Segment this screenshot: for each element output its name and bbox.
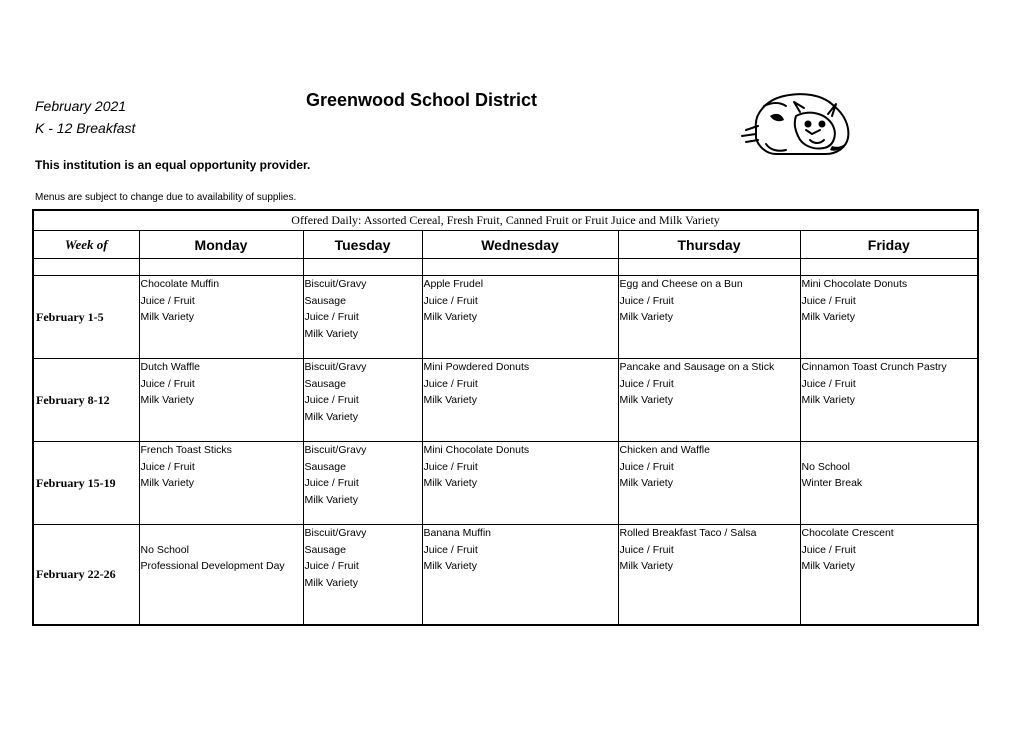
menu-item: Milk Variety: [619, 311, 673, 323]
menu-item: Biscuit/Gravy: [304, 444, 367, 456]
menu-item: Mini Chocolate Donuts: [423, 444, 530, 456]
menu-item: Milk Variety: [423, 477, 477, 489]
menu-item: Biscuit/Gravy: [304, 278, 367, 290]
menu-item: Juice / Fruit: [801, 543, 856, 556]
menu-item: Milk Variety: [304, 576, 358, 589]
menu-item: Milk Variety: [304, 327, 358, 340]
menu-item: [801, 442, 978, 459]
menu-item: Milk Variety: [304, 493, 358, 506]
menu-item: Winter Break: [801, 477, 863, 489]
menu-item: Apple Frudel: [423, 278, 484, 290]
menu-item: French Toast Sticks: [140, 444, 232, 456]
menu-cell: [303, 525, 422, 626]
menu-item: Juice / Fruit: [140, 377, 195, 390]
menu-item: Juice / Fruit: [304, 394, 359, 406]
menu-item: Juice / Fruit: [304, 311, 359, 323]
menu-item: Milk Variety: [801, 394, 855, 406]
week-label: February 15-19: [33, 442, 139, 525]
offered-daily-row: [33, 210, 978, 231]
week-row: [33, 359, 978, 442]
day-header-tuesday: Tuesday: [303, 231, 422, 259]
menu-item: No School: [801, 460, 850, 473]
spacer-row: [33, 259, 978, 276]
page-title: Greenwood School District: [306, 90, 538, 110]
menu-item: Juice / Fruit: [423, 294, 478, 307]
menu-cell: [139, 276, 303, 359]
week-label: February 1-5: [33, 276, 139, 359]
menu-item: Milk Variety: [423, 394, 477, 406]
menu-cell: [422, 442, 618, 525]
menu-cell: [618, 276, 800, 359]
menu-item: Juice / Fruit: [801, 294, 856, 307]
week-row: [33, 525, 978, 626]
menu-cell: [800, 276, 978, 359]
menu-cell: [800, 442, 978, 525]
menu-cell: [800, 359, 978, 442]
menu-item: Milk Variety: [619, 560, 673, 572]
menu-item: Mini Powdered Donuts: [423, 361, 530, 373]
day-header-thursday: Thursday: [618, 231, 800, 259]
menu-cell: [618, 525, 800, 626]
menu-item: Sausage: [304, 460, 346, 473]
menu-cell: [139, 525, 303, 626]
menu-cell: [303, 442, 422, 525]
menu-item: Juice / Fruit: [619, 294, 674, 307]
header-left: [35, 95, 135, 139]
menu-item: Chicken and Waffle: [619, 444, 710, 456]
menu-cell: [422, 525, 618, 626]
menu-cell: [303, 276, 422, 359]
day-header-row: [33, 231, 978, 259]
menu-month: February 2021: [35, 98, 127, 114]
menu-cell: [139, 442, 303, 525]
menu-item: Milk Variety: [140, 477, 194, 489]
menu-item: Juice / Fruit: [619, 543, 674, 556]
menu-item: Chocolate Muffin: [140, 278, 220, 290]
menu-item: Cinnamon Toast Crunch Pastry: [801, 361, 947, 373]
menu-item: Juice / Fruit: [140, 294, 195, 307]
menu-item: Sausage: [304, 377, 346, 390]
menu-cell: [303, 359, 422, 442]
menu-item: Banana Muffin: [423, 527, 492, 539]
week-label: February 8-12: [33, 359, 139, 442]
menu-item: Sausage: [304, 294, 346, 307]
menu-item: Biscuit/Gravy: [304, 527, 367, 539]
week-row: [33, 276, 978, 359]
menu-item: Chocolate Crescent: [801, 527, 894, 539]
menu-item: Dutch Waffle: [140, 361, 201, 373]
menu-item: No School: [140, 543, 189, 556]
menu-cell: [139, 359, 303, 442]
menu-item: Milk Variety: [619, 477, 673, 489]
equal-opportunity-notice: This institution is an equal opportunity provider.: [35, 158, 311, 172]
menu-item: Milk Variety: [619, 394, 673, 406]
menu-item: Milk Variety: [423, 560, 477, 572]
menu-cell: [618, 442, 800, 525]
menu-item: Juice / Fruit: [423, 460, 478, 473]
day-header-friday: Friday: [800, 231, 978, 259]
menu-item: Juice / Fruit: [619, 460, 674, 473]
menu-cell: [618, 359, 800, 442]
supplies-note: Menus are subject to change due to availability of supplies.: [35, 192, 297, 203]
week-row: [33, 442, 978, 525]
menu-item: Pancake and Sausage on a Stick: [619, 361, 775, 373]
menu-item: [140, 525, 303, 542]
menu-cell: [422, 276, 618, 359]
menu-item: Milk Variety: [801, 560, 855, 572]
offered-daily-text: Offered Daily: Assorted Cereal, Fresh Fruit, Canned Fruit or Fruit Juice and Milk Variety: [33, 210, 978, 231]
menu-item: Milk Variety: [140, 311, 194, 323]
day-header-monday: Monday: [139, 231, 303, 259]
menu-item: Milk Variety: [140, 394, 194, 406]
menu-item: Milk Variety: [304, 410, 358, 423]
menu-item: Milk Variety: [801, 311, 855, 323]
menu-item: Mini Chocolate Donuts: [801, 278, 908, 290]
week-of-header: Week of: [33, 231, 139, 259]
menu-item: Sausage: [304, 543, 346, 556]
menu-item: Juice / Fruit: [140, 460, 195, 473]
menu-program: K - 12 Breakfast: [35, 120, 136, 136]
menu-item: Milk Variety: [423, 311, 477, 323]
menu-cell: [422, 359, 618, 442]
menu-item: Juice / Fruit: [304, 477, 359, 489]
menu-item: Rolled Breakfast Taco / Salsa: [619, 527, 757, 539]
menu-item: Biscuit/Gravy: [304, 361, 367, 373]
menu-cell: [800, 525, 978, 626]
menu-item: Juice / Fruit: [304, 560, 359, 572]
bulldog-mascot-icon: [736, 86, 856, 161]
breakfast-menu-table: [32, 209, 979, 626]
menu-item: Juice / Fruit: [423, 543, 478, 556]
menu-item: Juice / Fruit: [619, 377, 674, 390]
menu-item: Egg and Cheese on a Bun: [619, 278, 743, 290]
menu-item: Juice / Fruit: [801, 377, 856, 390]
week-label: February 22-26: [33, 525, 139, 626]
day-header-wednesday: Wednesday: [422, 231, 618, 259]
menu-item: Professional Development Day: [140, 560, 285, 572]
menu-item: Juice / Fruit: [423, 377, 478, 390]
